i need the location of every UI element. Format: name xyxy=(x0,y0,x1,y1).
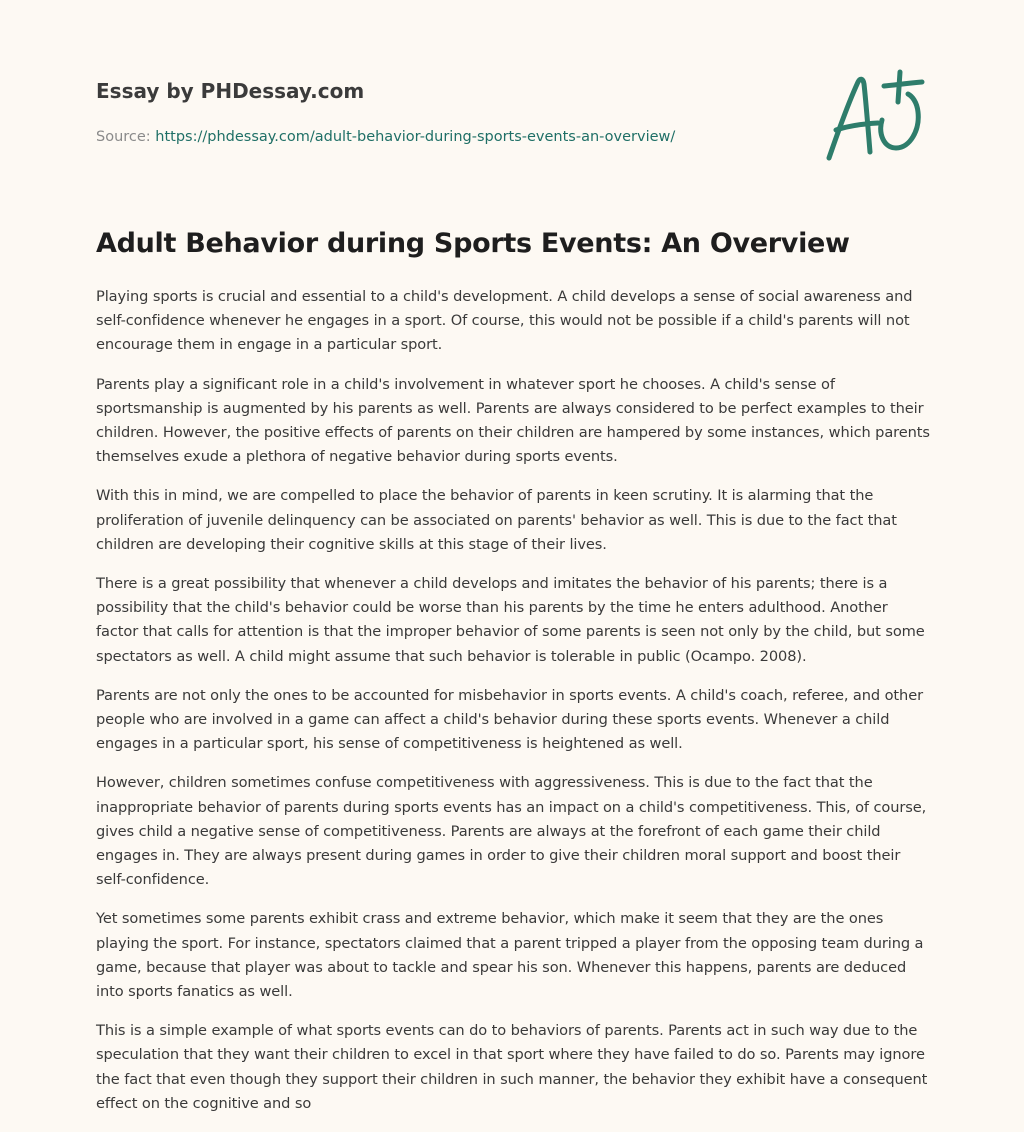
page-header xyxy=(96,77,930,147)
a-plus-logo xyxy=(822,68,932,166)
essay-paragraph: Parents are not only the ones to be accounted for misbehavior in sports events. A child's coach, referee, and other people who are involved in a game can affect a child's behavior during these sports events. Whenever a child engages in a particular sport, his sense of competitiveness is heightened as well. xyxy=(96,686,923,753)
source-line xyxy=(96,127,930,147)
essay-title: Adult Behavior during Sports Events: An Overview xyxy=(96,228,850,259)
essay-paragraph: Yet sometimes some parents exhibit crass and extreme behavior, which make it seem that they are the ones playing the sport. For instance, spectators claimed that a parent tripped a player from the opposing team during a game, because that player was about to tackle and spear his son. Whenever this happens, parents are deduced into sports fanatics as well. xyxy=(96,910,924,1001)
site-title: Essay by PHDessay.com xyxy=(96,79,365,103)
essay-paragraph: With this in mind, we are compelled to place the behavior of parents in keen scrutiny. It is alarming that the proliferation of juvenile delinquency can be associated on parents' behavior as well. This is due to the fact that children are developing their cognitive skills at this stage of their lives. xyxy=(96,487,897,553)
essay-paragraph: However, children sometimes confuse competitiveness with aggressiveness. This is due to the fact that the inappropriate behavior of parents during sports events has an impact on a child's competitiveness. This, of course, gives child a negative sense of competitiveness. Parents are always at the forefront of each game their child engages in. They are always present during games in order to give their children moral support and boost their self-confidence. xyxy=(96,774,927,889)
essay-paragraph: Playing sports is crucial and essential to a child's development. A child develops a sense of social awareness and self-confidence whenever he engages in a sport. Of course, this would not be possible if a child's parents will not encourage them in engage in a particular sport. xyxy=(96,288,913,354)
essay-paragraph: Parents play a significant role in a child's involvement in whatever sport he chooses. A child's sense of sportsmanship is augmented by his parents as well. Parents are always considered to be perfect examples to their children. However, the positive effects of parents on their children are hampered by some instances, which parents themselves exude a plethora of negative behavior during sports events. xyxy=(96,375,930,466)
essay-body xyxy=(96,285,932,1131)
source-link[interactable]: https://phdessay.com/adult-behavior-during-sports-events-an-overview/ xyxy=(155,129,676,145)
essay-paragraph: There is a great possibility that whenever a child develops and imitates the behavior of his parents; there is a possibility that the child's behavior could be worse than his parents by the time he enters adulthood. Another factor that calls for attention is that the improper behavior of some parents is seen not only by the child, but some spectators as well. A child might assume that such behavior is tolerable in public (Ocampo. 2008). xyxy=(96,575,925,665)
a-plus-logo-icon xyxy=(822,68,932,166)
essay-paragraph: This is a simple example of what sports events can do to behaviors of parents. Parents act in such way due to the speculation that they want their children to excel in that sport where they have failed to do so. Parents may ignore the fact that even though they support their children in such manner, the behavior they exhibit have a consequent effect on the cognitive and so xyxy=(96,1022,928,1112)
source-label: Source: xyxy=(96,129,151,145)
